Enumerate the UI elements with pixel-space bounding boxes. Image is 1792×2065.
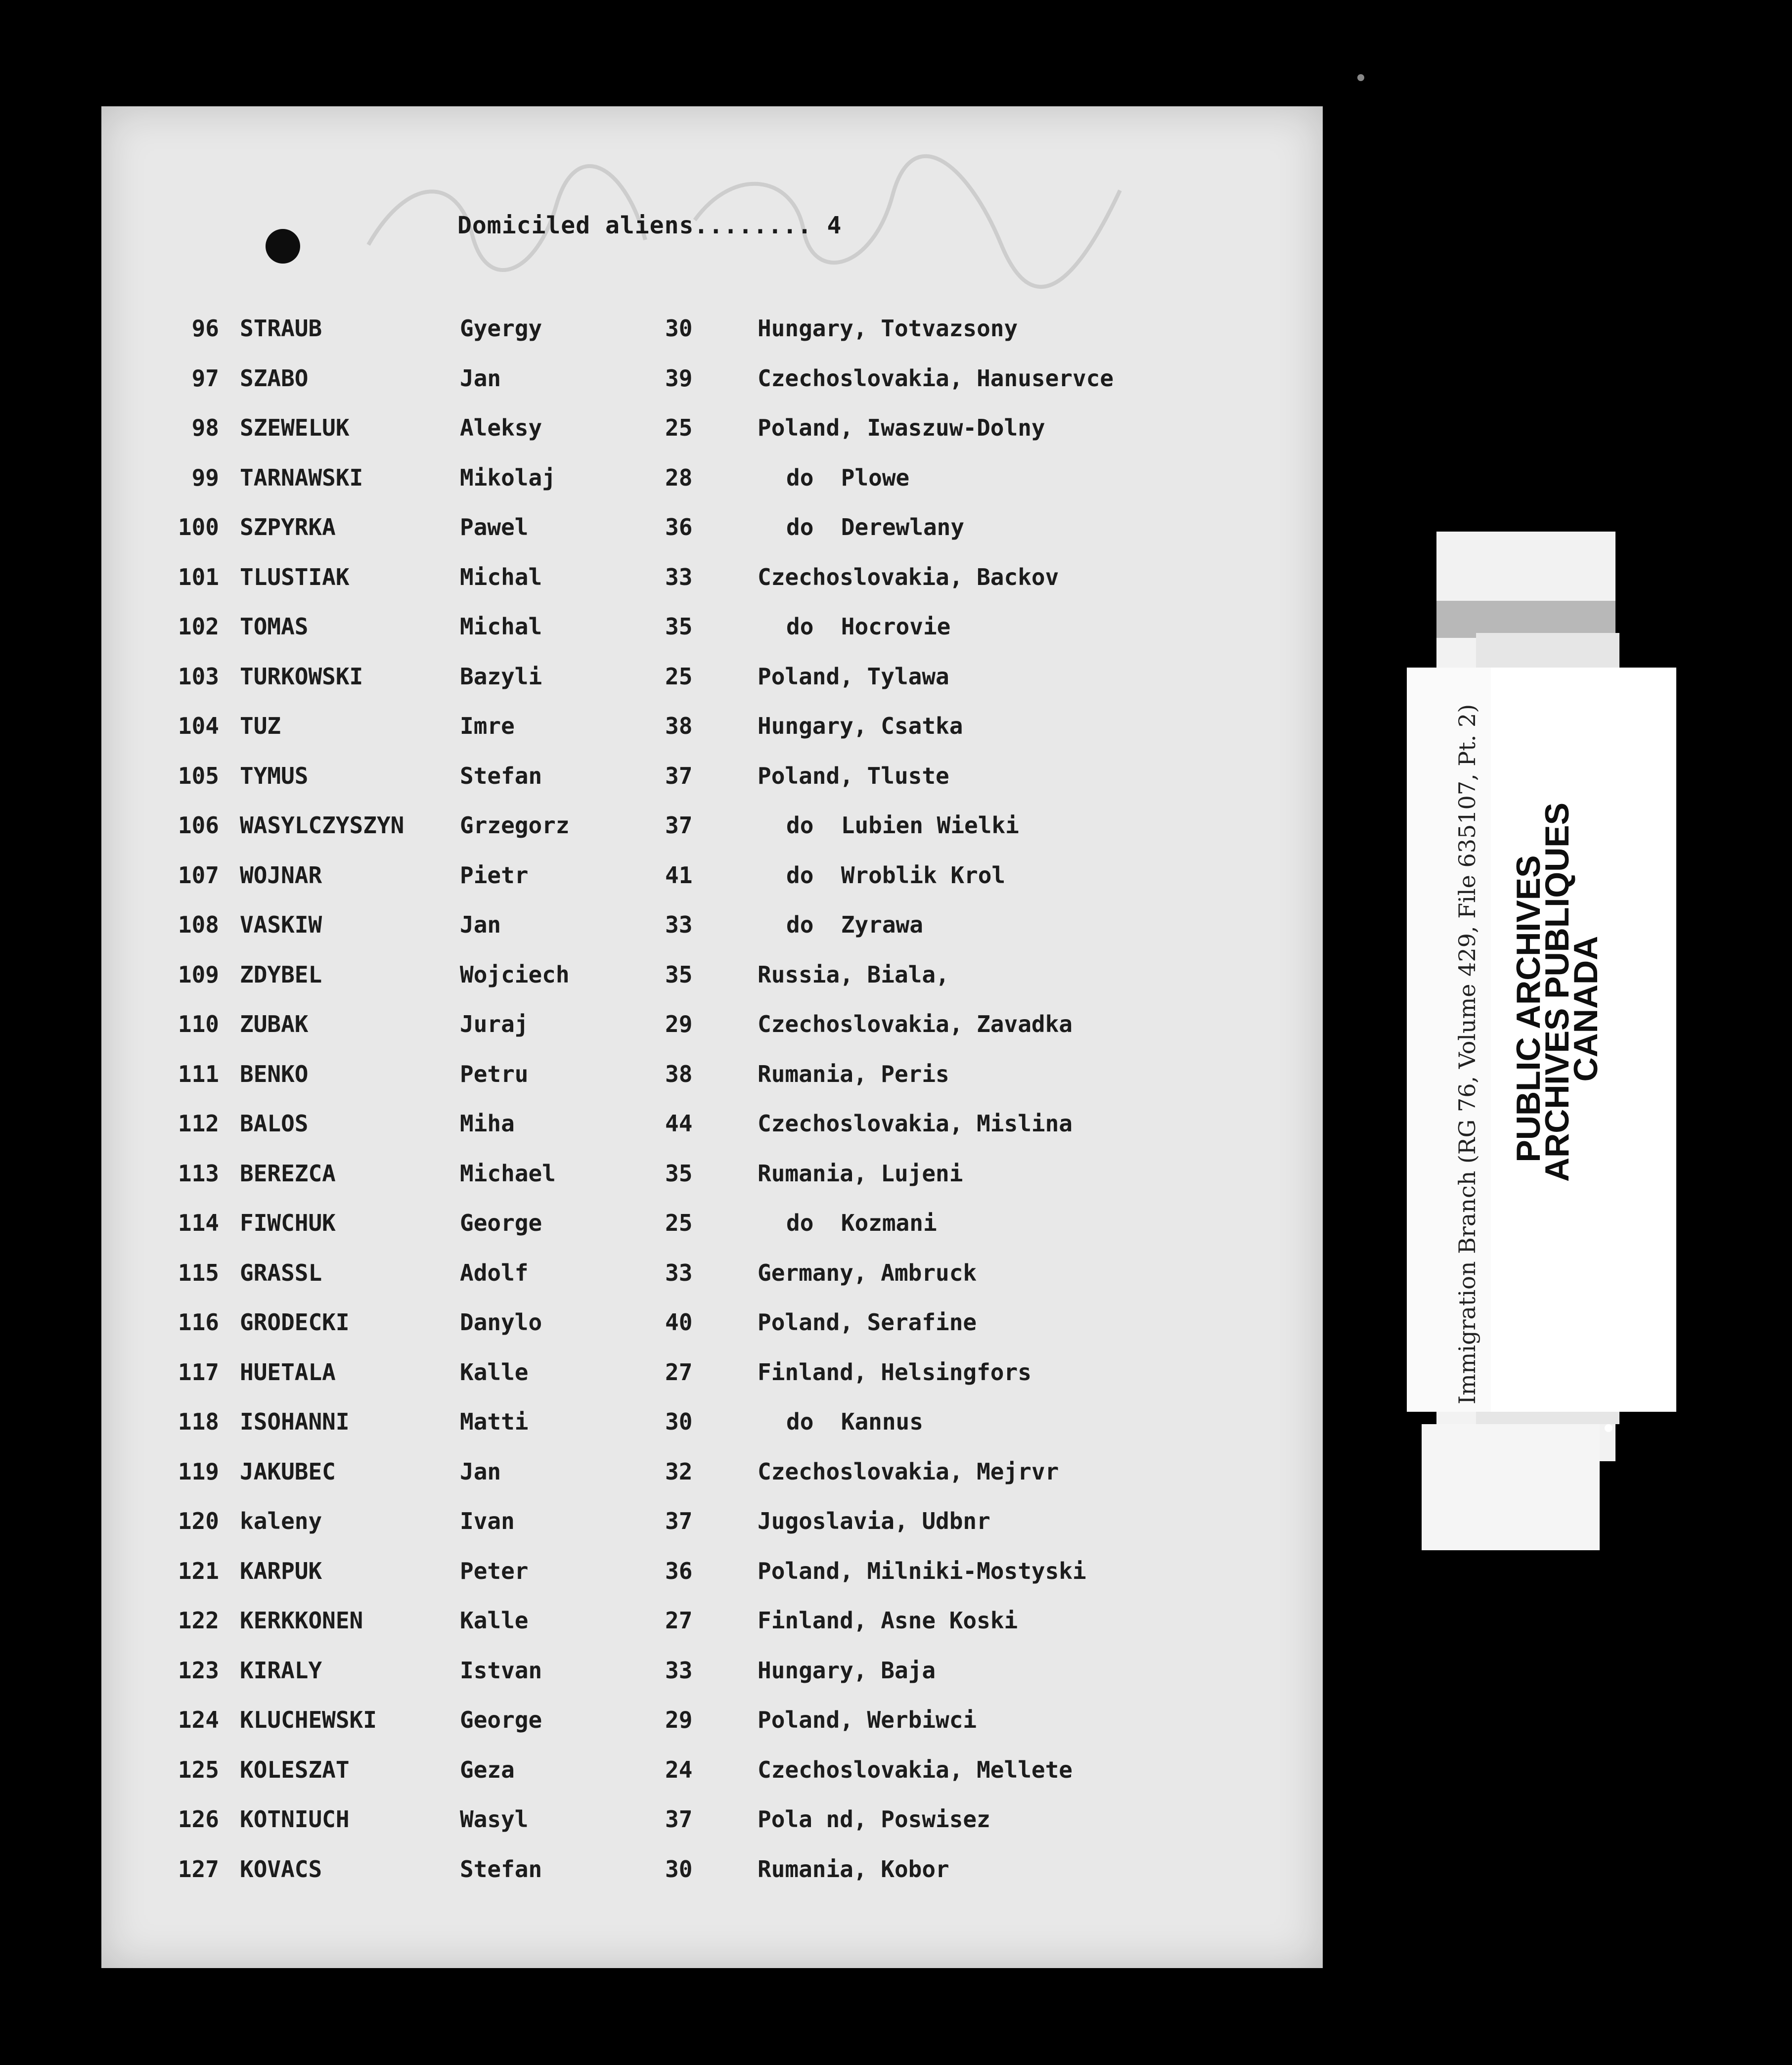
age: 25 [665,663,693,690]
age: 39 [665,364,693,392]
list-item [101,604,1323,654]
place-of-origin: do Plowe [786,464,910,491]
punch-hole [266,229,300,264]
place-of-origin: Jugoslavia, Udbnr [758,1508,990,1534]
entry-number: 118 [178,1408,219,1435]
entry-number: 107 [178,861,219,889]
place-of-origin: do Hocrovie [786,613,951,640]
age: 33 [665,563,693,590]
entry-number: 100 [178,514,219,540]
list-item [101,1399,1323,1449]
surname: KERKKONEN [240,1607,363,1634]
surname: VASKIW [240,911,322,938]
surname: TARNAWSKI [240,464,363,491]
archive-tab-foot [1422,1424,1600,1550]
list-item [101,1002,1323,1052]
age: 41 [665,861,693,889]
entry-number: 127 [178,1855,219,1883]
age: 29 [665,1011,693,1037]
given-name: Danylo [460,1309,542,1336]
entry-number: 103 [178,663,219,690]
surname: HUETALA [240,1358,336,1386]
archive-tab-band [1436,601,1615,638]
given-name: Kalle [460,1607,529,1634]
given-name: Juraj [460,1011,529,1037]
list-item [101,1300,1323,1350]
surname: KOTNIUCH [240,1806,350,1833]
scan-speck [1605,1424,1613,1432]
list-item [101,455,1323,505]
list-item [101,952,1323,1002]
entry-number: 102 [178,613,219,640]
age: 38 [665,1060,693,1087]
given-name: Ivan [460,1508,515,1534]
list-item [101,1350,1323,1400]
entry-number: 110 [178,1011,219,1037]
surname: BALOS [240,1110,309,1137]
list-item [101,1797,1323,1847]
list-item [101,1201,1323,1251]
list-item [101,1251,1323,1301]
list-item [101,902,1323,952]
surname: WASYLCZYSZYN [240,812,404,839]
entry-number: 124 [178,1706,219,1733]
surname: ISOHANNI [240,1408,350,1435]
archive-reference-card [1407,668,1496,1412]
given-name: Adolf [460,1259,529,1286]
given-name: Imre [460,713,515,739]
surname: SZABO [240,364,309,392]
entry-number: 112 [178,1110,219,1137]
list-item [101,1449,1323,1499]
age: 33 [665,911,693,938]
age: 30 [665,315,693,342]
surname: TOMAS [240,613,309,640]
surname: GRODECKI [240,1309,350,1336]
place-of-origin: Poland, Werbiwci [758,1706,977,1733]
surname: KLUCHEWSKI [240,1706,377,1733]
age: 24 [665,1756,693,1783]
entry-number: 104 [178,713,219,739]
place-of-origin: Finland, Helsingfors [758,1358,1031,1386]
place-of-origin: Czechoslovakia, Zavadka [758,1011,1073,1037]
place-of-origin: Russia, Biala, [758,961,949,988]
age: 37 [665,812,693,839]
given-name: Stefan [460,1855,542,1883]
given-name: George [460,1210,542,1236]
list-item [101,356,1323,406]
list-item [101,1698,1323,1748]
given-name: Michael [460,1160,556,1187]
place-of-origin: Czechoslovakia, Mejrvr [758,1458,1059,1485]
age: 33 [665,1259,693,1286]
age: 30 [665,1408,693,1435]
surname: FIWCHUK [240,1210,336,1236]
given-name: Jan [460,364,501,392]
archive-stamp-line: ARCHIVES PUBLIQUES [1538,803,1576,1182]
given-name: Mikolaj [460,464,556,491]
list-item [101,555,1323,605]
given-name: Jan [460,911,501,938]
place-of-origin: Czechoslovakia, Mellete [758,1756,1073,1783]
list-item [101,405,1323,455]
list-item [101,654,1323,704]
entry-number: 109 [178,961,219,988]
place-of-origin: do Wroblik Krol [786,861,1006,889]
age: 35 [665,961,693,988]
list-item [101,704,1323,754]
entry-number: 116 [178,1309,219,1336]
place-of-origin: do Derewlany [786,514,965,540]
entry-number: 108 [178,911,219,938]
page-title: Domiciled aliens........ 4 [457,212,842,239]
entry-number: 122 [178,1607,219,1634]
list-item [101,1598,1323,1648]
surname: KOVACS [240,1855,322,1883]
age: 40 [665,1309,693,1336]
entry-number: 113 [178,1160,219,1187]
entry-number: 98 [191,414,219,441]
given-name: Pietr [460,861,529,889]
entry-number: 119 [178,1458,219,1485]
list-item [101,1151,1323,1201]
surname: SZPYRKA [240,514,336,540]
archive-stamp [1510,803,1605,1182]
given-name: Bazyli [460,663,542,690]
place-of-origin: Poland, Serafine [758,1309,977,1336]
place-of-origin: Rumania, Lujeni [758,1160,963,1187]
age: 38 [665,713,693,739]
surname: WOJNAR [240,861,322,889]
given-name: Wojciech [460,961,570,988]
alien-list [101,306,1323,1896]
list-item [101,1101,1323,1151]
entry-number: 120 [178,1508,219,1534]
document-page [101,106,1323,1968]
given-name: Geza [460,1756,515,1783]
surname: KOLESZAT [240,1756,350,1783]
age: 37 [665,762,693,789]
given-name: Gyergy [460,315,542,342]
age: 36 [665,1557,693,1584]
age: 29 [665,1706,693,1733]
age: 44 [665,1110,693,1137]
list-item [101,1748,1323,1797]
age: 36 [665,514,693,540]
entry-number: 111 [178,1060,219,1087]
place-of-origin: Poland, Iwaszuw-Dolny [758,414,1045,441]
entry-number: 97 [191,364,219,392]
given-name: Istvan [460,1657,542,1684]
age: 35 [665,1160,693,1187]
age: 33 [665,1657,693,1684]
age: 37 [665,1508,693,1534]
age: 37 [665,1806,693,1833]
place-of-origin: Hungary, Csatka [758,713,963,739]
entry-number: 99 [191,464,219,491]
given-name: Petru [460,1060,529,1087]
surname: STRAUB [240,315,322,342]
given-name: Peter [460,1557,529,1584]
entry-number: 115 [178,1259,219,1286]
given-name: George [460,1706,542,1733]
place-of-origin: Hungary, Baja [758,1657,936,1684]
place-of-origin: Poland, Milniki-Mostyski [758,1557,1086,1584]
surname: JAKUBEC [240,1458,336,1485]
age: 30 [665,1855,693,1883]
list-item [101,505,1323,555]
list-item [101,1847,1323,1897]
list-item [101,306,1323,356]
place-of-origin: Hungary, Totvazsony [758,315,1018,342]
place-of-origin: do Zyrawa [786,911,923,938]
list-item [101,803,1323,853]
surname: BENKO [240,1060,309,1087]
place-of-origin: do Kozmani [786,1210,937,1236]
surname: TUZ [240,713,281,739]
place-of-origin: do Kannus [786,1408,923,1435]
given-name: Pawel [460,514,529,540]
age: 35 [665,613,693,640]
entry-number: 121 [178,1557,219,1584]
place-of-origin: Pola nd, Poswisez [758,1806,990,1833]
age: 25 [665,1210,693,1236]
age: 28 [665,464,693,491]
given-name: Jan [460,1458,501,1485]
surname: KARPUK [240,1557,322,1584]
age: 25 [665,414,693,441]
entry-number: 114 [178,1210,219,1236]
place-of-origin: Poland, Tylawa [758,663,949,690]
list-item [101,1648,1323,1698]
surname: ZUBAK [240,1011,309,1037]
list-item [101,1052,1323,1102]
entry-number: 123 [178,1657,219,1684]
given-name: Michal [460,563,542,590]
place-of-origin: Czechoslovakia, Backov [758,563,1059,590]
list-item [101,754,1323,804]
archive-reference: Immigration Branch (RG 76, Volume 429, File 635107, Pt. 2) [1454,704,1480,1404]
surname: kaleny [240,1508,322,1534]
entry-number: 101 [178,563,219,590]
surname: SZEWELUK [240,414,350,441]
entry-number: 105 [178,762,219,789]
archive-stamp-line: PUBLIC ARCHIVES [1510,855,1547,1163]
place-of-origin: Germany, Ambruck [758,1259,977,1286]
given-name: Aleksy [460,414,542,441]
entry-number: 96 [191,315,219,342]
place-of-origin: Poland, Tluste [758,762,949,789]
surname: TURKOWSKI [240,663,363,690]
place-of-origin: Rumania, Peris [758,1060,949,1087]
surname: BEREZCA [240,1160,336,1187]
place-of-origin: Rumania, Kobor [758,1855,949,1883]
given-name: Kalle [460,1358,529,1386]
list-item [101,853,1323,903]
given-name: Grzegorz [460,812,570,839]
surname: ZDYBEL [240,961,322,988]
place-of-origin: Finland, Asne Koski [758,1607,1018,1634]
list-item [101,1549,1323,1599]
place-of-origin: do Lubien Wielki [786,812,1019,839]
surname: TLUSTIAK [240,563,350,590]
entry-number: 125 [178,1756,219,1783]
place-of-origin: Czechoslovakia, Hanuservce [758,364,1114,392]
age: 27 [665,1358,693,1386]
age: 27 [665,1607,693,1634]
list-item [101,1499,1323,1549]
age: 32 [665,1458,693,1485]
given-name: Stefan [460,762,542,789]
archive-stamp-line: CANADA [1567,936,1605,1082]
entry-number: 117 [178,1358,219,1386]
place-of-origin: Czechoslovakia, Mislina [758,1110,1073,1137]
surname: GRASSL [240,1259,322,1286]
entry-number: 126 [178,1806,219,1833]
surname: KIRALY [240,1657,322,1684]
given-name: Miha [460,1110,515,1137]
given-name: Michal [460,613,542,640]
surname: TYMUS [240,762,309,789]
given-name: Matti [460,1408,529,1435]
scan-speck [1357,74,1364,81]
entry-number: 106 [178,812,219,839]
given-name: Wasyl [460,1806,529,1833]
